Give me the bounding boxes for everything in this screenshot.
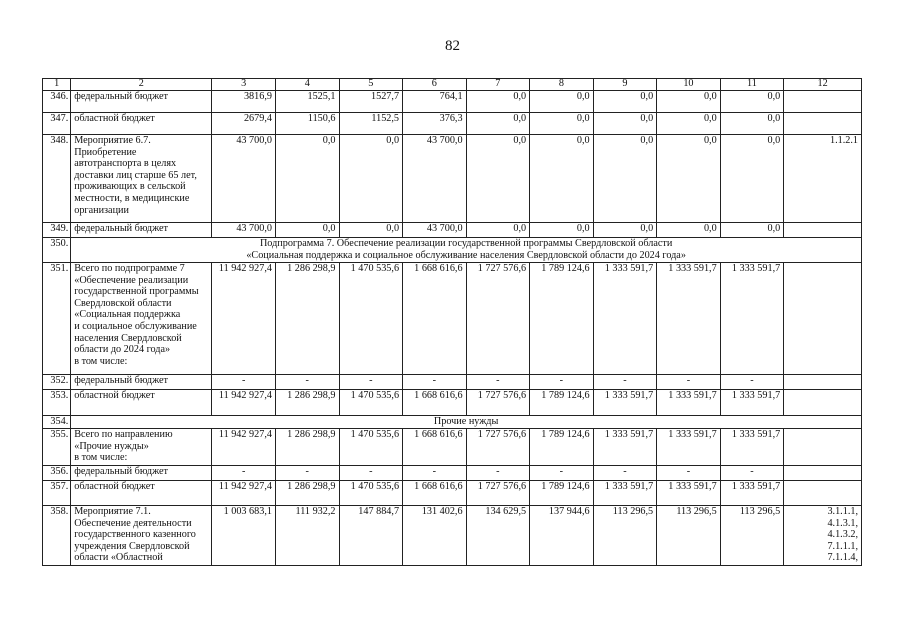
- column-header: 10: [657, 79, 721, 91]
- value-cell: 3816,9: [212, 91, 276, 113]
- value-cell: 1 333 591,7: [593, 429, 657, 466]
- value-cell: 0,0: [657, 113, 721, 135]
- value-cell: 0,0: [720, 113, 784, 135]
- value-cell: 0,0: [657, 135, 721, 223]
- value-cell: 113 296,5: [720, 506, 784, 566]
- column-header: 5: [339, 79, 403, 91]
- value-cell: 1 668 616,6: [403, 429, 467, 466]
- target-code-cell: [784, 263, 862, 375]
- target-code-cell: 3.1.1.1, 4.1.3.1, 4.1.3.2, 7.1.1.1, 7.1.1.4,: [784, 506, 862, 566]
- value-cell: 1 789 124,6: [530, 481, 594, 506]
- value-cell: 0,0: [275, 135, 339, 223]
- value-cell: 0,0: [530, 113, 594, 135]
- value-cell: 11 942 927,4: [212, 263, 276, 375]
- value-cell: -: [530, 466, 594, 481]
- column-header: 6: [403, 79, 467, 91]
- section-title: Подпрограмма 7. Обеспечение реализации государственной программы Свердловской области «Социальная поддержка и социальное обслуживание населения Свердловской области до 2024 года»: [71, 238, 862, 263]
- value-cell: 113 296,5: [593, 506, 657, 566]
- row-number: 358.: [43, 506, 71, 566]
- target-code-cell: 1.1.2.1: [784, 135, 862, 223]
- table-row: [43, 223, 862, 238]
- value-cell: -: [339, 375, 403, 390]
- value-cell: 1 333 591,7: [593, 390, 657, 416]
- value-cell: 0,0: [466, 223, 530, 238]
- value-cell: 137 944,6: [530, 506, 594, 566]
- row-label: Всего по направлению «Прочие нужды» в том числе:: [71, 429, 212, 466]
- row-number: 351.: [43, 263, 71, 375]
- value-cell: 1 333 591,7: [720, 390, 784, 416]
- value-cell: -: [657, 375, 721, 390]
- value-cell: 1150,6: [275, 113, 339, 135]
- value-cell: 1 470 535,6: [339, 429, 403, 466]
- value-cell: 0,0: [530, 135, 594, 223]
- value-cell: -: [212, 375, 276, 390]
- table-row: [43, 429, 862, 466]
- target-code-cell: [784, 481, 862, 506]
- value-cell: 11 942 927,4: [212, 390, 276, 416]
- row-number: 350.: [43, 238, 71, 263]
- value-cell: -: [593, 466, 657, 481]
- table-row: [43, 91, 862, 113]
- target-code-cell: [784, 113, 862, 135]
- value-cell: 1 789 124,6: [530, 390, 594, 416]
- value-cell: 147 884,7: [339, 506, 403, 566]
- value-cell: 131 402,6: [403, 506, 467, 566]
- value-cell: 1 789 124,6: [530, 263, 594, 375]
- value-cell: -: [657, 466, 721, 481]
- value-cell: 764,1: [403, 91, 467, 113]
- column-number-header-row: [43, 79, 862, 91]
- value-cell: 1 286 298,9: [275, 481, 339, 506]
- value-cell: -: [720, 375, 784, 390]
- value-cell: 1152,5: [339, 113, 403, 135]
- value-cell: -: [339, 466, 403, 481]
- value-cell: 1 333 591,7: [657, 390, 721, 416]
- table-row: [43, 481, 862, 506]
- row-label: областной бюджет: [71, 390, 212, 416]
- column-header: 1: [43, 79, 71, 91]
- value-cell: 43 700,0: [403, 135, 467, 223]
- value-cell: -: [593, 375, 657, 390]
- value-cell: 1 333 591,7: [593, 481, 657, 506]
- row-number: 346.: [43, 91, 71, 113]
- row-number: 354.: [43, 416, 71, 429]
- value-cell: 376,3: [403, 113, 467, 135]
- table-row: [43, 113, 862, 135]
- value-cell: 1 333 591,7: [720, 481, 784, 506]
- table-row: [43, 263, 862, 375]
- value-cell: 0,0: [530, 91, 594, 113]
- value-cell: 0,0: [593, 91, 657, 113]
- value-cell: 1 470 535,6: [339, 481, 403, 506]
- value-cell: 1 333 591,7: [720, 263, 784, 375]
- value-cell: 134 629,5: [466, 506, 530, 566]
- value-cell: 1 003 683,1: [212, 506, 276, 566]
- value-cell: 1 727 576,6: [466, 481, 530, 506]
- row-number: 353.: [43, 390, 71, 416]
- section-row: [43, 238, 862, 263]
- value-cell: 11 942 927,4: [212, 481, 276, 506]
- value-cell: 0,0: [720, 223, 784, 238]
- page-number: 82: [445, 38, 460, 54]
- value-cell: 11 942 927,4: [212, 429, 276, 466]
- value-cell: 1525,1: [275, 91, 339, 113]
- value-cell: 0,0: [530, 223, 594, 238]
- target-code-cell: [784, 375, 862, 390]
- row-number: 347.: [43, 113, 71, 135]
- row-label: федеральный бюджет: [71, 375, 212, 390]
- value-cell: 0,0: [593, 135, 657, 223]
- row-number: 357.: [43, 481, 71, 506]
- value-cell: 1 668 616,6: [403, 390, 467, 416]
- row-number: 349.: [43, 223, 71, 238]
- table-row: [43, 506, 862, 566]
- column-header: 2: [71, 79, 212, 91]
- value-cell: 1 286 298,9: [275, 390, 339, 416]
- value-cell: -: [403, 375, 467, 390]
- value-cell: -: [466, 375, 530, 390]
- column-header: 7: [466, 79, 530, 91]
- section-title: Прочие нужды: [71, 416, 862, 429]
- row-label: областной бюджет: [71, 113, 212, 135]
- value-cell: 43 700,0: [212, 223, 276, 238]
- table-row: [43, 375, 862, 390]
- value-cell: 0,0: [466, 91, 530, 113]
- value-cell: 0,0: [593, 223, 657, 238]
- value-cell: 1 668 616,6: [403, 263, 467, 375]
- value-cell: 0,0: [275, 223, 339, 238]
- target-code-cell: [784, 466, 862, 481]
- value-cell: -: [403, 466, 467, 481]
- value-cell: 1 470 535,6: [339, 390, 403, 416]
- value-cell: 0,0: [339, 223, 403, 238]
- value-cell: 1 789 124,6: [530, 429, 594, 466]
- column-header: 3: [212, 79, 276, 91]
- value-cell: 1 333 591,7: [657, 429, 721, 466]
- value-cell: 0,0: [466, 113, 530, 135]
- value-cell: 1 727 576,6: [466, 429, 530, 466]
- value-cell: 1 470 535,6: [339, 263, 403, 375]
- value-cell: 0,0: [339, 135, 403, 223]
- value-cell: 2679,4: [212, 113, 276, 135]
- table-row: [43, 135, 862, 223]
- value-cell: 1 727 576,6: [466, 390, 530, 416]
- value-cell: 1 333 591,7: [657, 481, 721, 506]
- value-cell: -: [530, 375, 594, 390]
- budget-table: [42, 78, 862, 566]
- value-cell: 113 296,5: [657, 506, 721, 566]
- value-cell: 43 700,0: [403, 223, 467, 238]
- target-code-cell: [784, 223, 862, 238]
- value-cell: 111 932,2: [275, 506, 339, 566]
- value-cell: 1 333 591,7: [720, 429, 784, 466]
- row-number: 348.: [43, 135, 71, 223]
- value-cell: 1 333 591,7: [657, 263, 721, 375]
- value-cell: -: [275, 375, 339, 390]
- table-body: [43, 79, 862, 566]
- value-cell: 0,0: [720, 135, 784, 223]
- value-cell: 0,0: [466, 135, 530, 223]
- row-number: 352.: [43, 375, 71, 390]
- row-label: федеральный бюджет: [71, 91, 212, 113]
- row-label: Мероприятие 7.1. Обеспечение деятельности государственного казенного учреждения Свердловской области «Областной: [71, 506, 212, 566]
- value-cell: 1 333 591,7: [593, 263, 657, 375]
- row-label: федеральный бюджет: [71, 223, 212, 238]
- value-cell: 0,0: [657, 91, 721, 113]
- value-cell: 1 668 616,6: [403, 481, 467, 506]
- row-label: Мероприятие 6.7. Приобретение автотранспорта в целях доставки лиц старше 65 лет, проживающих в сельской местности, в медицинские организации: [71, 135, 212, 223]
- value-cell: -: [212, 466, 276, 481]
- column-header: 12: [784, 79, 862, 91]
- page-bottom-margin: [0, 606, 905, 640]
- table-row: [43, 390, 862, 416]
- column-header: 9: [593, 79, 657, 91]
- value-cell: 0,0: [720, 91, 784, 113]
- value-cell: 1 286 298,9: [275, 263, 339, 375]
- row-label: областной бюджет: [71, 481, 212, 506]
- column-header: 8: [530, 79, 594, 91]
- value-cell: 43 700,0: [212, 135, 276, 223]
- target-code-cell: [784, 390, 862, 416]
- target-code-cell: [784, 429, 862, 466]
- row-number: 355.: [43, 429, 71, 466]
- value-cell: -: [466, 466, 530, 481]
- section-row: [43, 416, 862, 429]
- value-cell: 0,0: [593, 113, 657, 135]
- table-row: [43, 466, 862, 481]
- row-label: федеральный бюджет: [71, 466, 212, 481]
- row-label: Всего по подпрограмме 7 «Обеспечение реализации государственной программы Свердловской области «Социальная поддержка и социальное обслуживание населения Свердловской области до 2024 года» в том числе:: [71, 263, 212, 375]
- value-cell: 1 286 298,9: [275, 429, 339, 466]
- value-cell: 1 727 576,6: [466, 263, 530, 375]
- column-header: 11: [720, 79, 784, 91]
- value-cell: -: [275, 466, 339, 481]
- value-cell: 1527,7: [339, 91, 403, 113]
- value-cell: 0,0: [657, 223, 721, 238]
- row-number: 356.: [43, 466, 71, 481]
- target-code-cell: [784, 91, 862, 113]
- column-header: 4: [275, 79, 339, 91]
- value-cell: -: [720, 466, 784, 481]
